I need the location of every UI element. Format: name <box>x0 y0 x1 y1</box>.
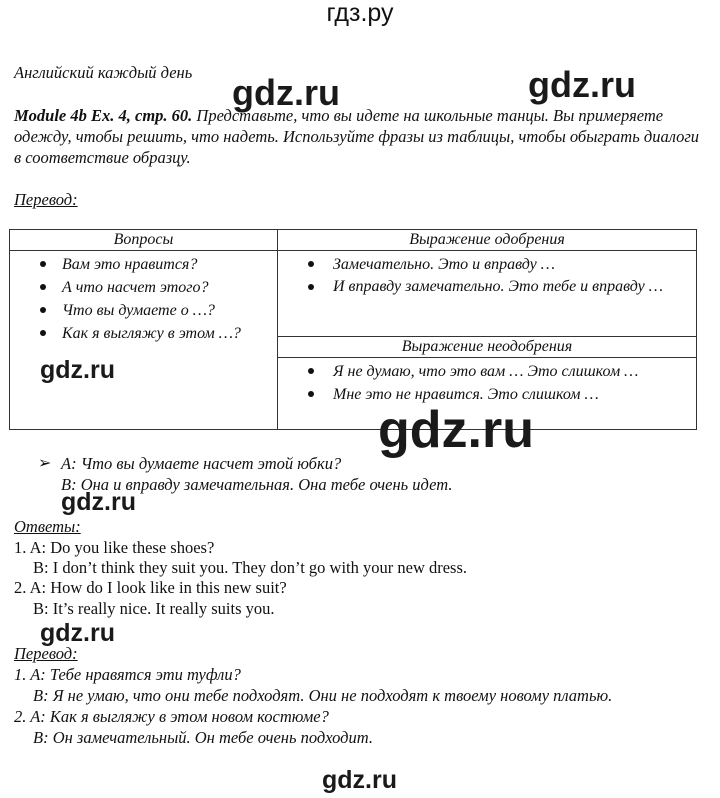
book-title: Английский каждый день <box>14 63 193 82</box>
answer-line: 1. A: Do you like these shoes? <box>14 538 215 557</box>
watermark: gdz.ru <box>40 619 115 647</box>
answer-line: 2. A: How do I look like in this new suit? <box>14 578 287 597</box>
list-item: А что насчет этого? <box>10 276 277 299</box>
list-item: Я не думаю, что это вам … Это слишком … <box>278 360 696 383</box>
questions-cell <box>10 251 278 430</box>
list-item: Как я выгляжу в этом …? <box>10 322 277 345</box>
watermark: gdz.ru <box>40 356 115 384</box>
translation-line: B: Он замечательный. Он тебе очень подходит. <box>33 728 374 747</box>
disapproval-header: Выражение неодобрения <box>278 337 697 358</box>
answer-line: B: I don’t think they suit you. They don’t go with your new dress. <box>33 558 468 577</box>
questions-header: Вопросы <box>10 230 278 251</box>
task-text: Представьте, что вы идете на школьные танцы. Вы примеряете одежду, чтобы решить, что надеть. Используйте фразы из таблицы, чтобы обыграть диалоги в соответствие образцу. <box>14 106 700 167</box>
answer-line: B: It’s really nice. It really suits you. <box>33 599 275 618</box>
watermark: gdz.ru <box>232 72 340 113</box>
example-question: A: Что вы думаете насчет этой юбки? <box>61 454 342 473</box>
list-item: Что вы думаете о …? <box>10 299 277 322</box>
translation-line: 2. A: Как я выгляжу в этом новом костюме? <box>14 707 329 726</box>
list-item: Мне это не нравится. Это слишком … <box>278 383 696 406</box>
arrow-bullet-icon: ➢ <box>38 455 52 472</box>
watermark: gdz.ru <box>528 64 636 105</box>
answers-heading: Ответы: <box>14 517 81 536</box>
translation-heading: Перевод: <box>14 190 78 209</box>
list-item: Вам это нравится? <box>10 253 277 276</box>
task-reference: Module 4b Ex. 4, стр. 60. <box>14 106 193 125</box>
task-description <box>14 105 704 168</box>
example-answer: B: Она и вправду замечательная. Она тебе очень идет. <box>61 475 453 494</box>
list-item: И вправду замечательно. Это тебе и вправду … <box>278 276 696 297</box>
approval-cell <box>278 251 697 337</box>
translation-answers-heading: Перевод: <box>14 644 78 663</box>
translation-line: 1. A: Тебе нравятся эти туфли? <box>14 665 241 684</box>
site-header: гдз.ру <box>326 0 394 27</box>
translation-line: B: Я не умаю, что они тебе подходят. Они не подходят к твоему новому платью. <box>33 686 613 705</box>
approval-header: Выражение одобрения <box>278 230 697 251</box>
watermark: gdz.ru <box>61 488 136 516</box>
watermark: gdz.ru <box>322 766 397 794</box>
phrases-table <box>9 229 697 430</box>
watermark: gdz.ru <box>378 401 534 459</box>
list-item: Замечательно. Это и вправду … <box>278 253 696 276</box>
